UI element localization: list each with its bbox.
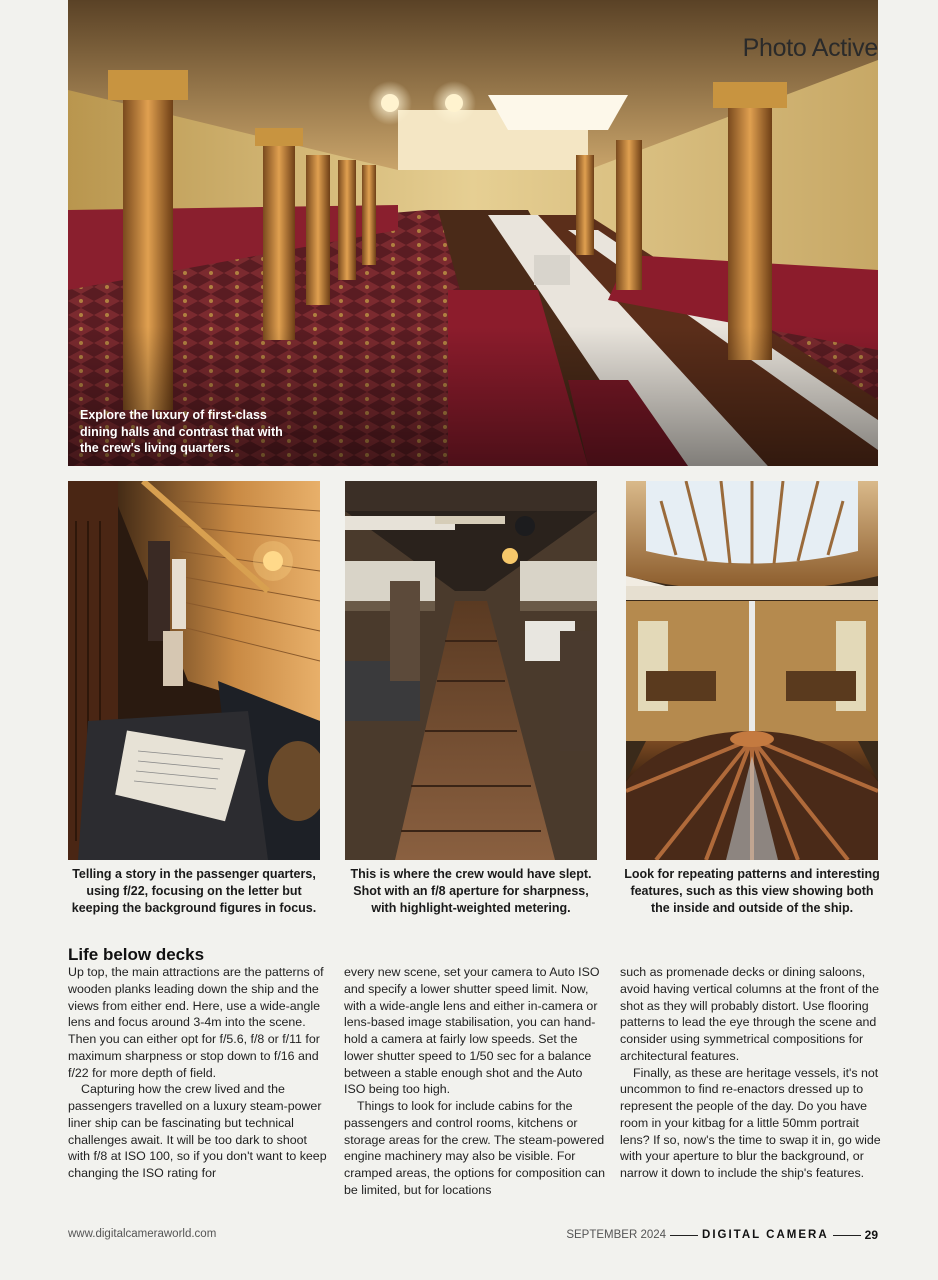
footer-magazine-name: DIGITAL CAMERA [702,1229,829,1241]
hero-caption: Explore the luxury of first-class dining halls and contrast that with the crew's living quarters. [80,408,283,455]
article-column-2 [344,964,606,1199]
footer-folio [566,1228,878,1242]
skylight-patterns-caption: Look for repeating patterns and interesting features, such as this view showing both the inside and outside of the ship. [624,867,880,915]
hero-photo [68,0,878,466]
crew-quarters-image [345,481,597,860]
paragraph: Things to look for include cabins for the passengers and control rooms, kitchens or storage areas for the crew. The steam-powered engine machinery may also be visible. For cramped areas, the options for composition can be limited, but for locations [344,1099,606,1197]
paragraph: Finally, as these are heritage vessels, it's not uncommon to find re-enactors dressed up to represent the people of the day. Do you have room in your kitbag for a little 50mm portrait lens? If so, now's the time to swap it in, go wide with your aperture to blur the background, or narrow it down to include the ship's features. [620,1065,881,1180]
page-number: 29 [864,1228,878,1242]
paragraph: Up top, the main attractions are the patterns of wooden planks leading down the ship and the views from either end. Here, use a wide-angle lens and focus around 3-4m into the scene. Then you can either opt for f/5.6, f/8 or f/11 for maximum sharpness or stop down to f/16 and f/22 for more depth of field. [68,965,324,1080]
skylight-glass-floor-image [626,481,878,860]
footer-rule [833,1235,861,1236]
paragraph: every new scene, set your camera to Auto ISO and specify a lower shutter speed limit. Now, with a wide-angle lens and either in-camera or lens-based image stabilisation, you can hand-hold a camera at fairly low speeds. Set the lower shutter speed to 1/50 sec for a balance between a stable enough shot and the Auto ISO being too high. [344,965,600,1097]
paragraph: such as promenade decks or dining saloons, avoid having vertical columns at the front of the shot as they will probably distort. Use flooring patterns to lead the eye through the scene and consider using symmetrical compositions for architectural features. [620,965,879,1063]
article-column-3 [620,964,882,1182]
passenger-quarters-photo [68,481,320,860]
passenger-quarters-caption: Telling a story in the passenger quarters, using f/22, focusing on the letter but keeping the background figures in focus. [71,867,317,915]
passenger-cabin-image [68,481,320,860]
section-label: Photo Active [742,34,878,62]
crew-bunks-caption: This is where the crew would have slept. Shot with an f/8 aperture for sharpness, with highlight-weighted metering. [350,867,592,915]
footer-rule [670,1235,698,1236]
footer-issue: SEPTEMBER 2024 [566,1229,667,1241]
article-heading: Life below decks [68,945,205,964]
paragraph: Capturing how the crew lived and the passengers travelled on a luxury steam-power liner ship can be fascinating but technical challenges await. It will be too dark to shoot with f/8 at ISO 100, so if you don't want to keep changing the ISO rating for [68,1082,327,1180]
footer-website: www.digitalcameraworld.com [68,1228,217,1240]
skylight-patterns-photo [626,481,878,860]
crew-bunks-photo [345,481,597,860]
dining-saloon-image [68,0,878,466]
article-column-1 [68,964,330,1182]
